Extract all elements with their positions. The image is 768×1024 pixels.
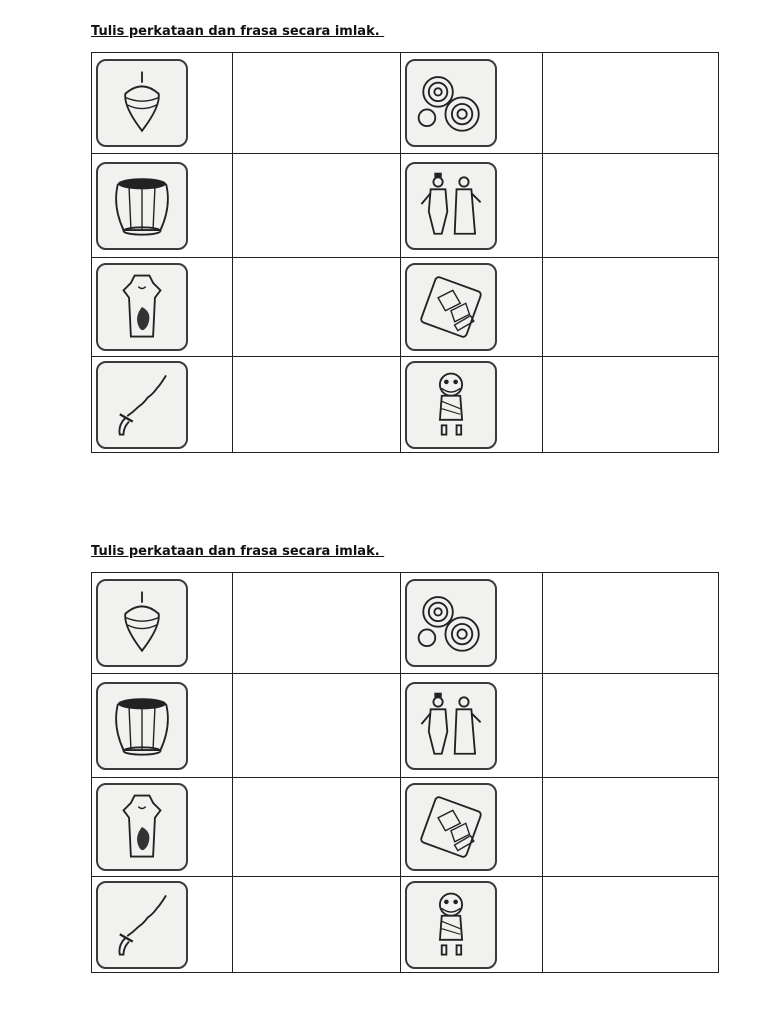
answer-box[interactable] [543,877,718,972]
table-row [92,154,719,258]
muruku-snack-icon [405,59,497,147]
lion-dance-icon [405,881,497,969]
answer-box[interactable] [543,357,718,452]
answer-box[interactable] [543,674,718,777]
drum-icon [96,682,188,770]
dodol-packet-icon [405,263,497,351]
spinning-top-icon [96,579,188,667]
table-row [92,877,719,973]
worksheet-2 [91,542,718,973]
worksheet-title: Tulis perkataan dan frasa secara imlak. [91,24,385,39]
answer-box[interactable] [543,258,718,356]
worksheet-1 [91,22,718,453]
table-row [92,357,719,453]
answer-box[interactable] [233,778,400,876]
answer-box[interactable] [543,573,718,673]
table-row [92,674,719,778]
answer-box[interactable] [233,674,400,777]
cheongsam-dress-icon [96,783,188,871]
dictation-table [91,52,719,453]
keris-dagger-icon [96,361,188,449]
lion-dance-icon [405,361,497,449]
answer-box[interactable] [543,53,718,153]
answer-box[interactable] [543,778,718,876]
muruku-snack-icon [405,579,497,667]
drum-icon [96,162,188,250]
dodol-packet-icon [405,783,497,871]
answer-box[interactable] [233,357,400,452]
worksheet-title: Tulis perkataan dan frasa secara imlak. [91,544,385,559]
dancers-icon [405,682,497,770]
keris-dagger-icon [96,881,188,969]
dancers-icon [405,162,497,250]
cheongsam-dress-icon [96,263,188,351]
answer-box[interactable] [543,154,718,257]
answer-box[interactable] [233,258,400,356]
answer-box[interactable] [233,877,400,972]
table-row [92,258,719,357]
table-row [92,53,719,154]
answer-box[interactable] [233,53,400,153]
table-row [92,778,719,877]
table-row [92,573,719,674]
dictation-table [91,572,719,973]
answer-box[interactable] [233,154,400,257]
spinning-top-icon [96,59,188,147]
answer-box[interactable] [233,573,400,673]
